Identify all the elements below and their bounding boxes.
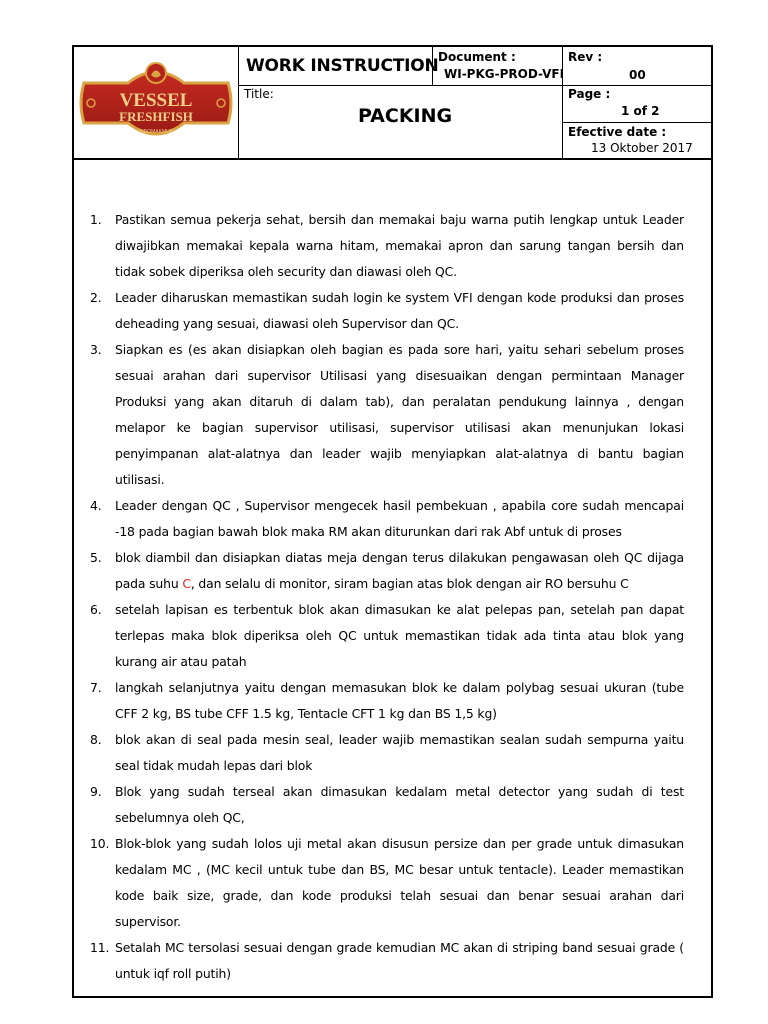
step-text: Setalah MC tersolasi sesuai dengan grade kemudian MC akan di striping band sesuai grade ( untuk iqf roll putih) — [115, 940, 684, 981]
step-text: blok diambil dan disiapkan diatas meja dengan terus dilakukan pengawasan oleh QC dijaga pada suhu — [115, 550, 684, 591]
step-number: 11. — [90, 940, 110, 955]
list-item — [90, 337, 684, 493]
effective-date: 13 Oktober 2017 — [591, 141, 693, 155]
step-text: Pastikan semua pekerja sehat, bersih dan memakai baju warna putih lengkap untuk Leader diwajibkan memakai kepala warna hitam, memakai apron dan sarung tangan bersih dan tidak sobek diperiksa oleh security dan diawasi oleh QC. — [115, 212, 684, 279]
step-text: Leader dengan QC , Supervisor mengecek hasil pembekuan , apabila core sudah mencapai -18 pada bagian bawah blok maka RM akan diturunkan dari rak Abf untuk di proses — [115, 498, 684, 539]
rev-number: 00 — [629, 68, 646, 82]
step-text: Leader diharuskan memastikan sudah login ke system VFI dengan kode produksi dan proses deheading yang sesuai, diawasi oleh Supervisor dan QC. — [115, 290, 684, 331]
list-item — [90, 493, 684, 545]
vessel-freshfish-logo — [78, 53, 234, 153]
step-number: 1. — [90, 212, 102, 227]
step-text: Siapkan es (es akan disiapkan oleh bagian es pada sore hari, yaitu sehari sebelum proses sesuai arahan dari supervisor Utilisasi yang disesuaikan dengan permintaan Manager Produksi yang akan ditaruh di dalam tab), dan peralatan pendukung lainnya , dengan melapor ke bagian supervisor utilisasi, supervisor utilisasi akan menunjukan lokasi penyimpanan alat-alatnya dan leader wajib menyiapkan alat-alatnya di bantu bagian utilisasi. — [115, 342, 684, 487]
list-item — [90, 545, 684, 597]
step-number: 3. — [90, 342, 102, 357]
list-item — [90, 597, 684, 675]
page-number: 1 of 2 — [621, 104, 660, 118]
document-header — [74, 47, 711, 160]
step-number: 9. — [90, 784, 102, 799]
document-frame — [72, 45, 713, 998]
step-number: 4. — [90, 498, 102, 513]
logo-text-freshfish: FRESHFISH — [119, 109, 193, 124]
title-label: Title: — [244, 87, 274, 101]
page-title: PACKING — [358, 105, 453, 127]
step-text: blok akan di seal pada mesin seal, leader wajib memastikan sealan sudah sempurna yaitu seal tidak mudah lepas dari blok — [115, 732, 684, 773]
list-item — [90, 727, 684, 779]
list-item — [90, 207, 684, 285]
list-item — [90, 285, 684, 337]
step-number: 2. — [90, 290, 102, 305]
step-number: 7. — [90, 680, 102, 695]
step-text: Blok yang sudah terseal akan dimasukan kedalam metal detector yang sudah di test sebelumnya oleh QC, — [115, 784, 684, 825]
temperature-highlight: C — [182, 576, 191, 591]
instruction-list — [90, 207, 684, 987]
step-number: 10. — [90, 836, 110, 851]
list-item — [90, 675, 684, 727]
step-number: 6. — [90, 602, 102, 617]
step-number: 5. — [90, 550, 102, 565]
step-number: 8. — [90, 732, 102, 747]
rev-label: Rev : — [568, 50, 603, 64]
effective-date-label: Efective date : — [568, 125, 667, 139]
work-instruction-title: WORK INSTRUCTION — [246, 56, 439, 76]
logo-text-vessel: VESSEL — [119, 90, 193, 111]
document-label: Document : — [438, 50, 516, 64]
step-text-continued: , dan selalu di monitor, siram bagian atas blok dengan air RO bersuhu C — [190, 576, 629, 591]
document-number: WI-PKG-PROD-VFI — [444, 67, 565, 81]
list-item — [90, 935, 684, 987]
list-item — [90, 779, 684, 831]
step-text: Blok-blok yang sudah lolos uji metal akan disusun persize dan per grade untuk dimasukan kedalam MC , (MC kecil untuk tube dan BS, MC besar untuk tentacle). Leader memastikan kode baik size, grade, dan kode produksi telah sesuai dan benar sesuai arahan dari supervisor. — [115, 836, 684, 929]
step-text: setelah lapisan es terbentuk blok akan dimasukan ke alat pelepas pan, setelah pan dapat terlepas maka blok diperiksa oleh QC untuk memastikan tidak ada tinta atau blok yang kurang air atau patah — [115, 602, 684, 669]
list-item — [90, 831, 684, 935]
logo-text-indomakmur: INDOMAKMUR — [138, 129, 174, 135]
step-text: langkah selanjutnya yaitu dengan memasukan blok ke dalam polybag sesuai ukuran (tube CFF 2 kg, BS tube CFF 1.5 kg, Tentacle CFT 1 kg dan BS 1,5 kg) — [115, 680, 684, 721]
page-label: Page : — [568, 87, 611, 101]
